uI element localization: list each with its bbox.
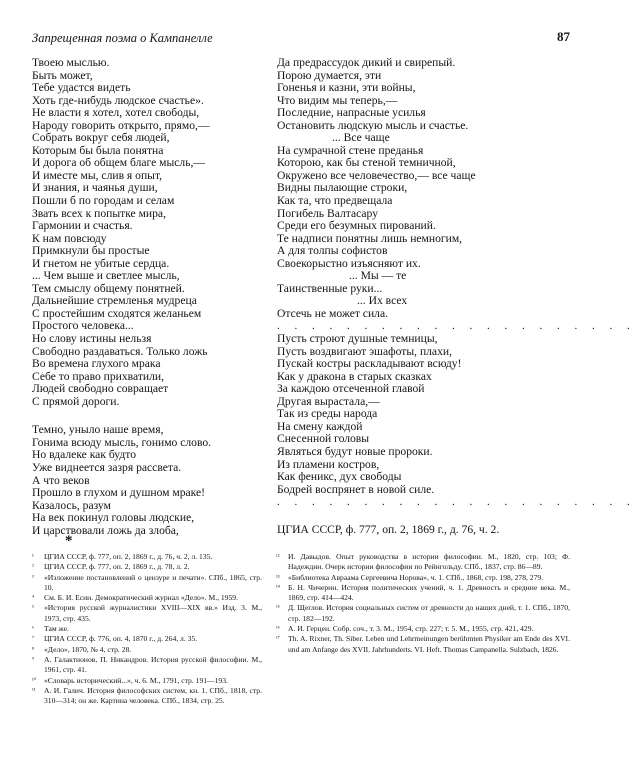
poem-line: Не власти я хотел, хотел свободы, <box>32 106 200 120</box>
poem-line: Простого человека... <box>32 319 134 333</box>
footnote-number: ⁸ <box>32 646 35 653</box>
poem-line: И иместе мы, слив я опыт, <box>32 168 163 182</box>
poem-line: И царствовали ложь да злоба, <box>32 523 179 537</box>
poem-line: Но вдалеке как будто <box>32 448 136 462</box>
poem-line: Как феникс, дух свободы <box>277 470 402 484</box>
poem-line: ... Мы — те <box>349 269 407 283</box>
footnote-number: ³ <box>32 574 34 581</box>
poem-line: Себе то право прихватили, <box>32 369 164 383</box>
footnote-text: И. Давыдов. Опыт руководства в истории философии. М., 1820, стр. 103; Ф. Надеждин. Очерк истории философии по Рейнгольду. СПб., 1837, стр. 86—89. <box>288 552 570 572</box>
footnote-text: ЦГИА СССР, ф. 776, оп. 4, 1870 г., д. 264, л. 35. <box>44 634 198 644</box>
footnote <box>276 624 570 634</box>
poem-line: К нам повсюду <box>32 231 107 245</box>
footnote <box>276 583 570 604</box>
poem-line: На век покинул головы людские, <box>32 511 195 525</box>
footnote-text: «Дело», 1870, № 4, стр. 28. <box>44 644 132 654</box>
footnote-text: «Изложение постановлений о цензуре и печати». СПб., 1865, стр. 10. <box>44 572 262 592</box>
footnote-number: ⁷ <box>32 636 35 643</box>
running-title: Запрещенная поэма о Кампанелле <box>32 31 213 45</box>
poem-line: Тем смыслу общему понятней. <box>32 281 185 295</box>
footnote-number: ¹⁵ <box>276 605 280 612</box>
footnote-number: ¹⁶ <box>276 626 280 633</box>
poem-line: Снесенной головы <box>277 432 370 446</box>
page-number: 87 <box>557 29 570 44</box>
footnote-text: См. Б. И. Есин. Демократический журнал «Дело». М., 1959. <box>44 593 238 603</box>
poem-line: Пускай костры раскладывают всюду! <box>277 357 462 371</box>
poem-line: Так из среды народа <box>277 407 378 421</box>
poem-line: Собрать вокруг себя людей, <box>32 131 170 145</box>
poem-line: Но слову истины нельзя <box>32 332 152 346</box>
poem-line: ... Чем выше и светлее мысль, <box>32 269 180 283</box>
footnote-text: Б. Н. Чичерин. История политических учений, ч. 1. Древность и средние века. М., 1869, стр. 414—424. <box>288 582 570 603</box>
poem-line: Остановить людскую мысль и счастье. <box>277 118 469 132</box>
poem-line: Бодрей воспрянет в новой силе. <box>277 482 435 496</box>
poem-line: А для толпы софистов <box>277 244 388 258</box>
footnote <box>32 603 262 624</box>
poem-line: ... Их всех <box>357 294 408 308</box>
poem-line: Звать всех к попытке мира, <box>32 206 166 220</box>
poem-line: Являться будут новые пророки. <box>277 444 433 458</box>
poem-line: Народу говорить открыто, прямо,— <box>32 118 210 132</box>
poem-line: Быть может, <box>32 68 93 82</box>
poem-line: Хоть где-нибудь людское счастье». <box>32 93 204 107</box>
poem-line: Как у дракона в старых сказках <box>277 369 432 383</box>
poem-line: И знания, и чаянья души, <box>32 181 158 195</box>
poem-line: Дальнейшие стремленья мудреца <box>32 294 197 308</box>
poem-line: Таинственные руки... <box>277 281 383 295</box>
ellipsis-divider: . . . . . . . . . . . . . . . . . . . . . <box>277 496 636 509</box>
poem-line: И гнетом не убитые сердца. <box>32 256 170 270</box>
footnote <box>276 603 570 624</box>
footnote-number: ¹² <box>276 554 280 560</box>
poem-line: Которым бы была понятна <box>32 143 164 157</box>
footnote-number: ¹¹ <box>32 687 36 694</box>
poem-line: С прямой дороги. <box>32 394 120 408</box>
poem-line: Пусть строют душные темницы, <box>277 332 438 346</box>
footnotes-right <box>276 552 570 655</box>
footnote-text: Там же. <box>44 624 69 634</box>
poem-line: Гоненья и казни, эти войны, <box>277 81 416 95</box>
poem-line: Отсечь не может сила. <box>277 306 388 320</box>
footnote-number: ¹ <box>32 554 34 560</box>
footnote-text: ЦГИА СССР, ф. 777, оп. 2, 1869 г., д. 76, ч. 2, л. 135. <box>44 552 213 561</box>
poem-line: Тебе удастся видеть <box>32 81 131 95</box>
footnote-number: ¹⁷ <box>276 636 280 643</box>
poem-line: Уже виднеется зазря рассвета. <box>32 460 182 474</box>
footnote <box>32 676 262 686</box>
poem-line: Другая вырастала,— <box>277 394 380 408</box>
poem-right-column <box>277 56 636 536</box>
poem-line: Людей свободно совращает <box>32 382 169 396</box>
footnote <box>276 634 570 655</box>
poem-line: Те надписи понятны лишь немногим, <box>277 231 463 245</box>
poem-line: Примкнули бы простые <box>32 244 150 258</box>
footnote-number: ⁶ <box>32 626 35 633</box>
poem-line: Казалось, разум <box>32 498 111 512</box>
poem-line: Гармонии и счастья. <box>32 219 133 233</box>
footnote <box>32 655 262 676</box>
poem-line: И дорога об общем благе мысль,— <box>32 156 205 170</box>
footnote-number: ⁹ <box>32 656 35 663</box>
footnote-number: ¹⁰ <box>32 677 37 684</box>
poem-line: Прошло в глухом и душном мраке! <box>32 486 206 500</box>
poem-line: Свободно раздаваться. Только ложь <box>32 344 208 358</box>
footnote <box>32 573 262 594</box>
poem-line: Порою думается, эти <box>277 68 382 82</box>
poem-line: Темно, уныло наше время, <box>32 423 164 437</box>
stanza-gap <box>32 408 270 424</box>
poem-line: Твоею мыслью. <box>32 56 110 69</box>
footnote <box>32 634 262 644</box>
poem-line: Гонима всюду мысль, гонимо слово. <box>32 435 212 449</box>
footnote <box>276 552 570 573</box>
footnote-number: ⁵ <box>32 605 35 612</box>
poem-line: С простейшим сходятся желаньем <box>32 306 202 320</box>
footnote-text: «История русской журналистики XVIII—XIX вв.» Изд. 3. М., 1973, стр. 435. <box>44 603 262 623</box>
ellipsis-divider: . . . . . . . . . . . . . . . . . . . . . <box>277 320 636 333</box>
footnote <box>32 562 262 572</box>
footnote-number: ⁴ <box>32 595 35 602</box>
poem-line: Что видим мы теперь,— <box>277 93 398 107</box>
footnote-text: ЦГИА СССР, ф. 777, оп. 2, 1869 г., д. 78, л. 2. <box>44 562 190 572</box>
poem-line: Из пламени костров, <box>277 457 380 471</box>
footnote-number: ² <box>32 564 34 571</box>
footnote <box>32 552 262 562</box>
poem-line: Во времена глухого мрака <box>32 357 161 371</box>
footnotes-left <box>32 552 262 706</box>
footnote-text: Д. Щеглов. История социальных систем от древности до наших дней, т. 1. СПб., 1870, стр. 182—192. <box>288 603 570 623</box>
poem-line: А что веков <box>32 473 90 487</box>
page-header <box>32 31 570 49</box>
footnote-number: ¹³ <box>276 574 280 581</box>
poem-line: За каждою отсеченной главой <box>277 382 425 396</box>
poem-line: Видны пылающие строки, <box>277 181 408 195</box>
footnote-text: «Словарь исторический...», ч. 6. М., 1791, стр. 191—193. <box>44 675 228 685</box>
footnote <box>32 593 262 603</box>
poem-line: Своекорыстно изъясняют их. <box>277 256 421 270</box>
footnote-text: «Библиотека Авраама Сергеевича Норова», ч. 1. СПб., 1868, стр. 198, 278, 279. <box>288 572 544 582</box>
poem-line: На сумрачной стене преданья <box>277 143 424 157</box>
poem-line: Пошли б по городам и селам <box>32 194 175 208</box>
poem-line: Как та, что предвещала <box>277 194 393 208</box>
poem-left-column <box>32 57 270 537</box>
poem-line: Да предрассудок дикий и свирепый. <box>277 56 456 69</box>
poem-line: Пусть воздвигают эшафоты, плахи, <box>277 344 452 358</box>
footnote-text: Th. A. Rixner, Th. Siber. Leben und Lehrmeinungen berühmten Physiker am Ende des XVI. und am Anfange des XVII. Jahrhunderts. VI. Heft. Thomas Campanella. Sulzbach, 1826. <box>288 634 570 654</box>
footnote-number: ¹⁴ <box>276 584 280 591</box>
poem-line: Которою, как бы стеной темничной, <box>277 156 456 170</box>
section-separator: * <box>65 533 73 549</box>
footnote-text: А. И. Галич. История философских систем, кн. 1. СПб., 1818, стр. 310—314; он же. Картина человека. СПб., 1834, стр. 25. <box>44 685 262 706</box>
footnote-text: А. Галактионов, П. Никандров. История русской философии. М., 1961, стр. 41. <box>44 654 262 675</box>
poem-line: Последние, напрасные усилья <box>277 106 426 120</box>
poem-line: Окружено все человечество,— все чаще <box>277 168 476 182</box>
archive-reference: ЦГИА СССР, ф. 777, оп. 2, 1869 г., д. 76, ч. 2. <box>277 522 500 536</box>
footnote <box>32 686 262 707</box>
footnote <box>32 624 262 634</box>
poem-line: Среди его безумных пирований. <box>277 219 436 233</box>
footnote-text: А. И. Герцен. Собр. соч., т. 3. М., 1954, стр. 227; т. 5. М., 1955, стр. 421, 429. <box>288 624 534 634</box>
footnote <box>32 645 262 655</box>
poem-line: Погибель Валтасару <box>277 206 378 220</box>
footnote <box>276 573 570 583</box>
poem-line: ... Все чаще <box>332 131 390 145</box>
poem-line: На смену каждой <box>277 419 363 433</box>
